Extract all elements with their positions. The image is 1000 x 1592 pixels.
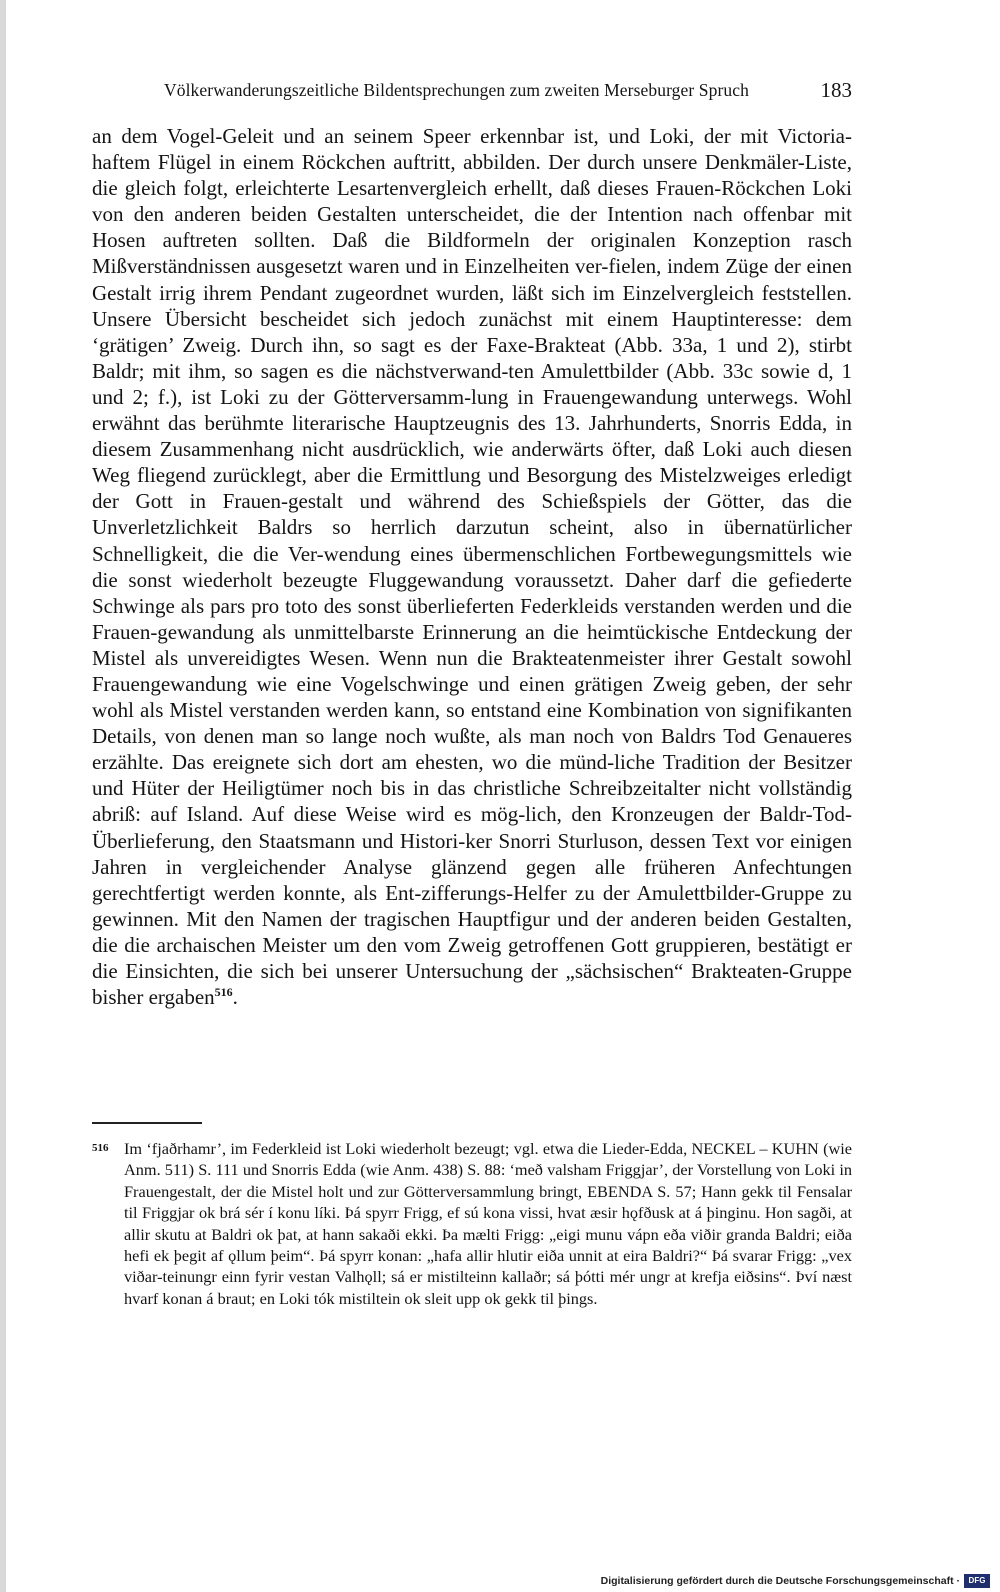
- dfg-logo: DFG: [964, 1574, 990, 1588]
- running-title: Völkerwanderungszeitliche Bildentsprechungen zum zweiten Merseburger Spruch: [164, 80, 749, 100]
- footnote-reference[interactable]: 516: [214, 985, 233, 1000]
- scan-edge: [0, 0, 6, 1592]
- running-header: [92, 74, 852, 108]
- body-paragraph: [92, 123, 852, 1010]
- body-text: an dem Vogel-Geleit und an seinem Speer erkennbar ist, und Loki, der mit Victoria-haftem Flügel in einem Röckchen auftritt, abbilden. Der durch unsere Denkmäler-Liste, die gleich folgt, erleichterte Lesartenvergleich erhellt, daß dieses Frauen-Röckchen Loki von den anderen beiden Gestalten unterscheidet, die der Intention nach offenbar mit Hosen auftreten sollten. Daß die Bildformeln der originalen Konzeption rasch Mißverständnissen ausgesetzt waren und in Einzelheiten ver-fielen, indem Züge der einen Gestalt irrig ihrem Pendant zugeordnet wurden, läßt sich im Einzelvergleich feststellen. Unsere Übersicht bescheidet sich jedoch zunächst mit einem Hauptinteresse: dem ‘grätigen’ Zweig. Durch ihn, so sagt es der Faxe-Brakteat (Abb. 33a, 1 und 2), stirbt Baldr; mit ihm, so sagen es die nächstverwand-ten Amulettbilder (Abb. 33c sowie d, 1 und 2; f.), ist Loki zu der Götterversamm-lung in Frauengewandung unterwegs. Wohl erwähnt das berühmte literarische Hauptzeugnis des 13. Jahrhunderts, Snorris Edda, in diesem Zusammenhang nicht ausdrücklich, wie anderwärts öfter, daß Loki auch diesen Weg fliegend zurücklegt, aber die Ermittlung und Besorgung des Mistelzweiges erledigt der Gott in Frauen-gestalt und während des Schießspiels der Götter, das die Unverletzlichkeit Baldrs so herrlich darzutun scheint, also in übernatürlicher Schnelligkeit, die die Ver-wendung eines übermenschlichen Fortbewegungsmittels wie die sonst wiederholt bezeugte Fluggewandung voraussetzt. Daher darf die gefiederte Schwinge als pars pro toto des sonst überlieferten Federkleids verstanden werden und die Frauen-gewandung als unmittelbarste Erinnerung an die heimtückische Entdeckung der Mistel als unvereidigtes Wesen. Wenn nun die Brakteatenmeister ihrer Gestalt sowohl Frauengewandung wie eine Vogelschwinge und einen grätigen Zweig geben, der sehr wohl als Mistel verstanden werden kann, so entstand eine Kombination von signifikanten Details, von denen man so lange noch wußte, als man noch von Baldrs Tod Genaueres erzählte. Das ereignete sich dort am ehesten, wo die münd-liche Tradition der Besitzer und Hüter der Heiligtümer noch bis in das christliche Schreibzeitalter nicht vollständig abriß: auf Island. Auf diese Weise wird es mög-lich, den Kronzeugen der Baldr-Tod-Überlieferung, den Staatsmann und Histori-ker Snorri Sturluson, dessen Text vor einigen Jahren in vergleichender Analyse glänzend gegen alle früheren Anfechtungen gerechtfertigt werden konnte, als Ent-zifferungs-Helfer zu der Amulettbilder-Gruppe zu gewinnen. Mit den Namen der tragischen Hauptfigur und der anderen beiden Gestalten, die die archaischen Meister um den vom Zweig getroffenen Gott gruppieren, bestätigt er die Einsichten, die sich bei unserer Untersuchung der „sächsischen“ Brakteaten-Gruppe bisher ergaben: [92, 124, 852, 1010]
- footnote-divider: [92, 1122, 202, 1124]
- footnote-number: 516: [92, 1142, 109, 1154]
- funding-credit: Digitalisierung gefördert durch die Deutsche Forschungsgemeinschaft ·: [600, 1575, 960, 1587]
- footnote-text: Im ‘fjaðrhamr’, im Federkleid ist Loki wiederholt bezeugt; vgl. etwa die Lieder-Edda, NECKEL – KUHN (wie Anm. 511) S. 111 und Snorris Edda (wie Anm. 438) S. 88: ‘með valsham Friggjar’, der Vorstellung von Loki in Frauengestalt, der die Mistel holt und zur Götterversammlung bringt, EBENDA S. 57; Hann gekk til Fensalar til Friggjar ok brá sér í konu líki. Þá spyrr Frigg, ef sú kona vissi, hvat æsir hǫfðusk at á þinginu. Hon sagði, at allir skutu at Baldri ok þat, at hann sakaði ekki. Þa mælti Frigg: „eigi munu vápn eða viðir granda Baldri; eiða hefi ek þegit af ǫllum þeim“. Þá spyrr konan: „hafa allir hlutir eiða unnit at eira Baldri?“ Þá svarar Frigg: „vex viðar-teinungr einn fyrir vestan Valhǫll; sá er mistilteinn kallaðr; sá þótti mér ungr at krefja eiðsins“. Því næst hvarf konan á braut; en Loki tók mistiltein ok sleit upp ok gekk til þings.: [124, 1139, 852, 1308]
- digitization-footer: [0, 1572, 1000, 1592]
- body-end: .: [232, 985, 238, 1010]
- footnote: [92, 1138, 852, 1309]
- page-number: 183: [820, 78, 852, 102]
